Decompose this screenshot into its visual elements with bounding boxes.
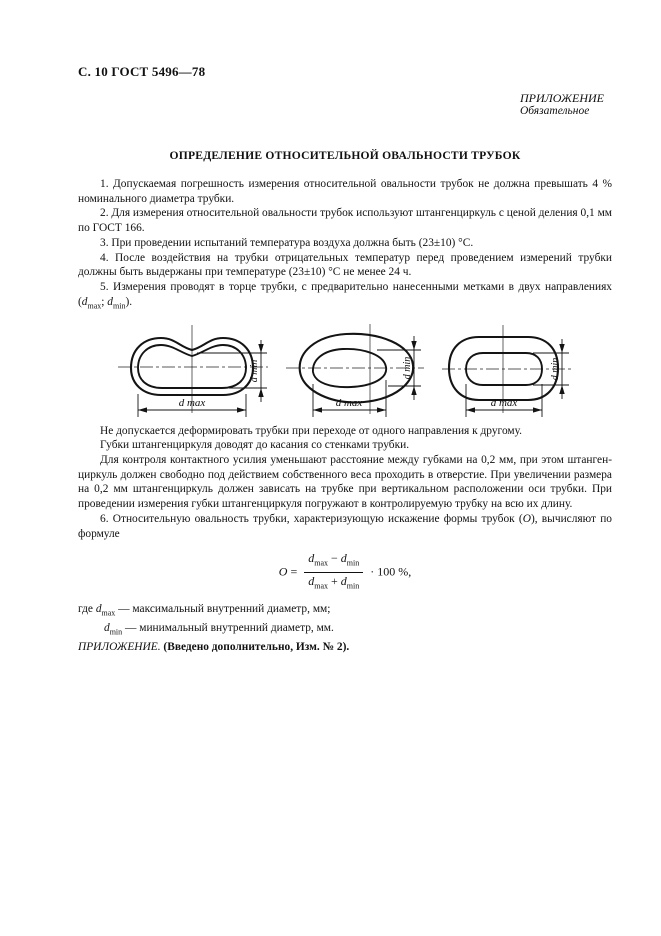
separator: ; [101, 295, 108, 308]
dmin-subscript: min [109, 627, 123, 637]
formula-fraction [304, 551, 363, 594]
dmin-subscript: min [346, 558, 360, 568]
dmin-dimension-label: d min [402, 356, 413, 379]
dmax-dimension-label: d max [335, 396, 363, 409]
dmax-description: — максимальный внутренний диаметр, мм; [115, 603, 331, 616]
dmin-symbol: d [104, 622, 110, 635]
ovality-variable: O [522, 512, 531, 525]
minus-sign: − [331, 551, 338, 566]
paragraph-6-text: 6. Относительную овальность трубки, характеризующую искажение формы трубок ( [100, 512, 523, 525]
page-header: С. 10 ГОСТ 5496—78 [78, 64, 206, 79]
formula-tail: · 100 %, [370, 564, 412, 579]
paragraph-6 [78, 512, 612, 541]
dmax-symbol: d [81, 295, 88, 308]
definition-dmax [78, 602, 612, 621]
dmin-dimension-label: d min [249, 359, 260, 382]
paragraph-5-text: 5. Измерения проводят в торце трубки, с предварительно нанесенными метками в двух направлениях ( [78, 280, 612, 308]
dmax-subscript: max [87, 300, 102, 310]
plus-sign: + [331, 574, 338, 589]
tube-section-oval-diagram [441, 320, 573, 420]
dmax-subscript: max [101, 608, 116, 618]
dmin-dimension-label: d min [550, 357, 561, 380]
tube-section-egg-diagram [285, 320, 425, 420]
document-body [78, 177, 612, 655]
dmax-symbol: d [308, 551, 315, 566]
dmax-subscript: max [314, 581, 328, 591]
amendment-note [78, 640, 612, 655]
equals-sign: = [290, 564, 298, 579]
dmin-symbol: d [340, 574, 347, 589]
paragraph-5-close: ). [125, 295, 133, 308]
document-title: ОПРЕДЕЛЕНИЕ ОТНОСИТЕЛЬНОЙ ОВАЛЬНОСТИ ТРУБОК [169, 149, 521, 162]
dmin-description: — минимальный внутренний диаметр, мм. [122, 622, 334, 635]
note-no-deform: Не допускается деформировать трубки при переходе от одного направления к другому. [100, 424, 523, 437]
dmin-subscript: min [113, 300, 126, 310]
tube-section-bean-diagram [117, 320, 269, 420]
where-label: где [78, 603, 96, 616]
formula-denominator [304, 573, 363, 594]
paragraph-2: 2. Для измерения относительной овальности трубок используют штангенциркуль с ценой деления 0,1 мм по ГОСТ 166. [78, 207, 613, 235]
dmax-dimension-label: d max [178, 396, 206, 409]
paragraph-1: 1. Допускаемая погрешность измерения относительной овальности трубок не должна превышать 4 % номинального диаметра трубки. [78, 178, 612, 205]
ovality-formula [78, 551, 612, 594]
annex-label: ПРИЛОЖЕНИЕ [520, 91, 604, 105]
formula-numerator [304, 551, 363, 573]
annex-reference: ПРИЛОЖЕНИЕ. [78, 641, 161, 654]
dmin-subscript: min [346, 581, 360, 591]
definition-dmin [78, 621, 612, 640]
dmax-symbol: d [308, 574, 315, 589]
tube-cross-sections-figure [78, 320, 612, 420]
annex-block [520, 92, 604, 118]
note-contact-force: Для контроля контактного усилия уменьшают расстояние между губками на 0,2 мм, при этом штанген-циркуль должен свободно под действием собственного веса проходить в отверстие. При увеличении размера на 0,2 мм штангенциркуль должен зависать на трубке при вертикальном расположении оси трубки. При проведении измерения губки штангенциркуля погружают в контролируемую трубку на всю их длину. [78, 454, 612, 511]
dmax-symbol: d [95, 603, 102, 616]
dmax-subscript: max [314, 558, 328, 568]
dmax-dimension-label: d max [490, 396, 518, 409]
paragraph-4: 4. После воздействия на трубки отрицательных температур перед проведением измерений трубки должны быть выдержаны при температуре (23±10) °С не менее 24 ч. [78, 251, 612, 279]
paragraph-3: 3. При проведении испытаний температура воздуха должна быть (23±10) °С. [100, 236, 474, 249]
dmin-symbol: d [107, 295, 113, 308]
note-jaws-contact: Губки штангенциркуля доводят до касания со стенками трубки. [100, 439, 410, 452]
paragraph-5 [78, 280, 612, 314]
formula-lhs: O [278, 564, 288, 579]
paragraph-6-tail: ), вычисляют по формуле [78, 512, 612, 540]
annex-note: Обязательное [520, 105, 590, 117]
dmin-symbol: d [340, 551, 347, 566]
amendment-text: (Введено дополнительно, Изм. № 2). [160, 641, 350, 654]
